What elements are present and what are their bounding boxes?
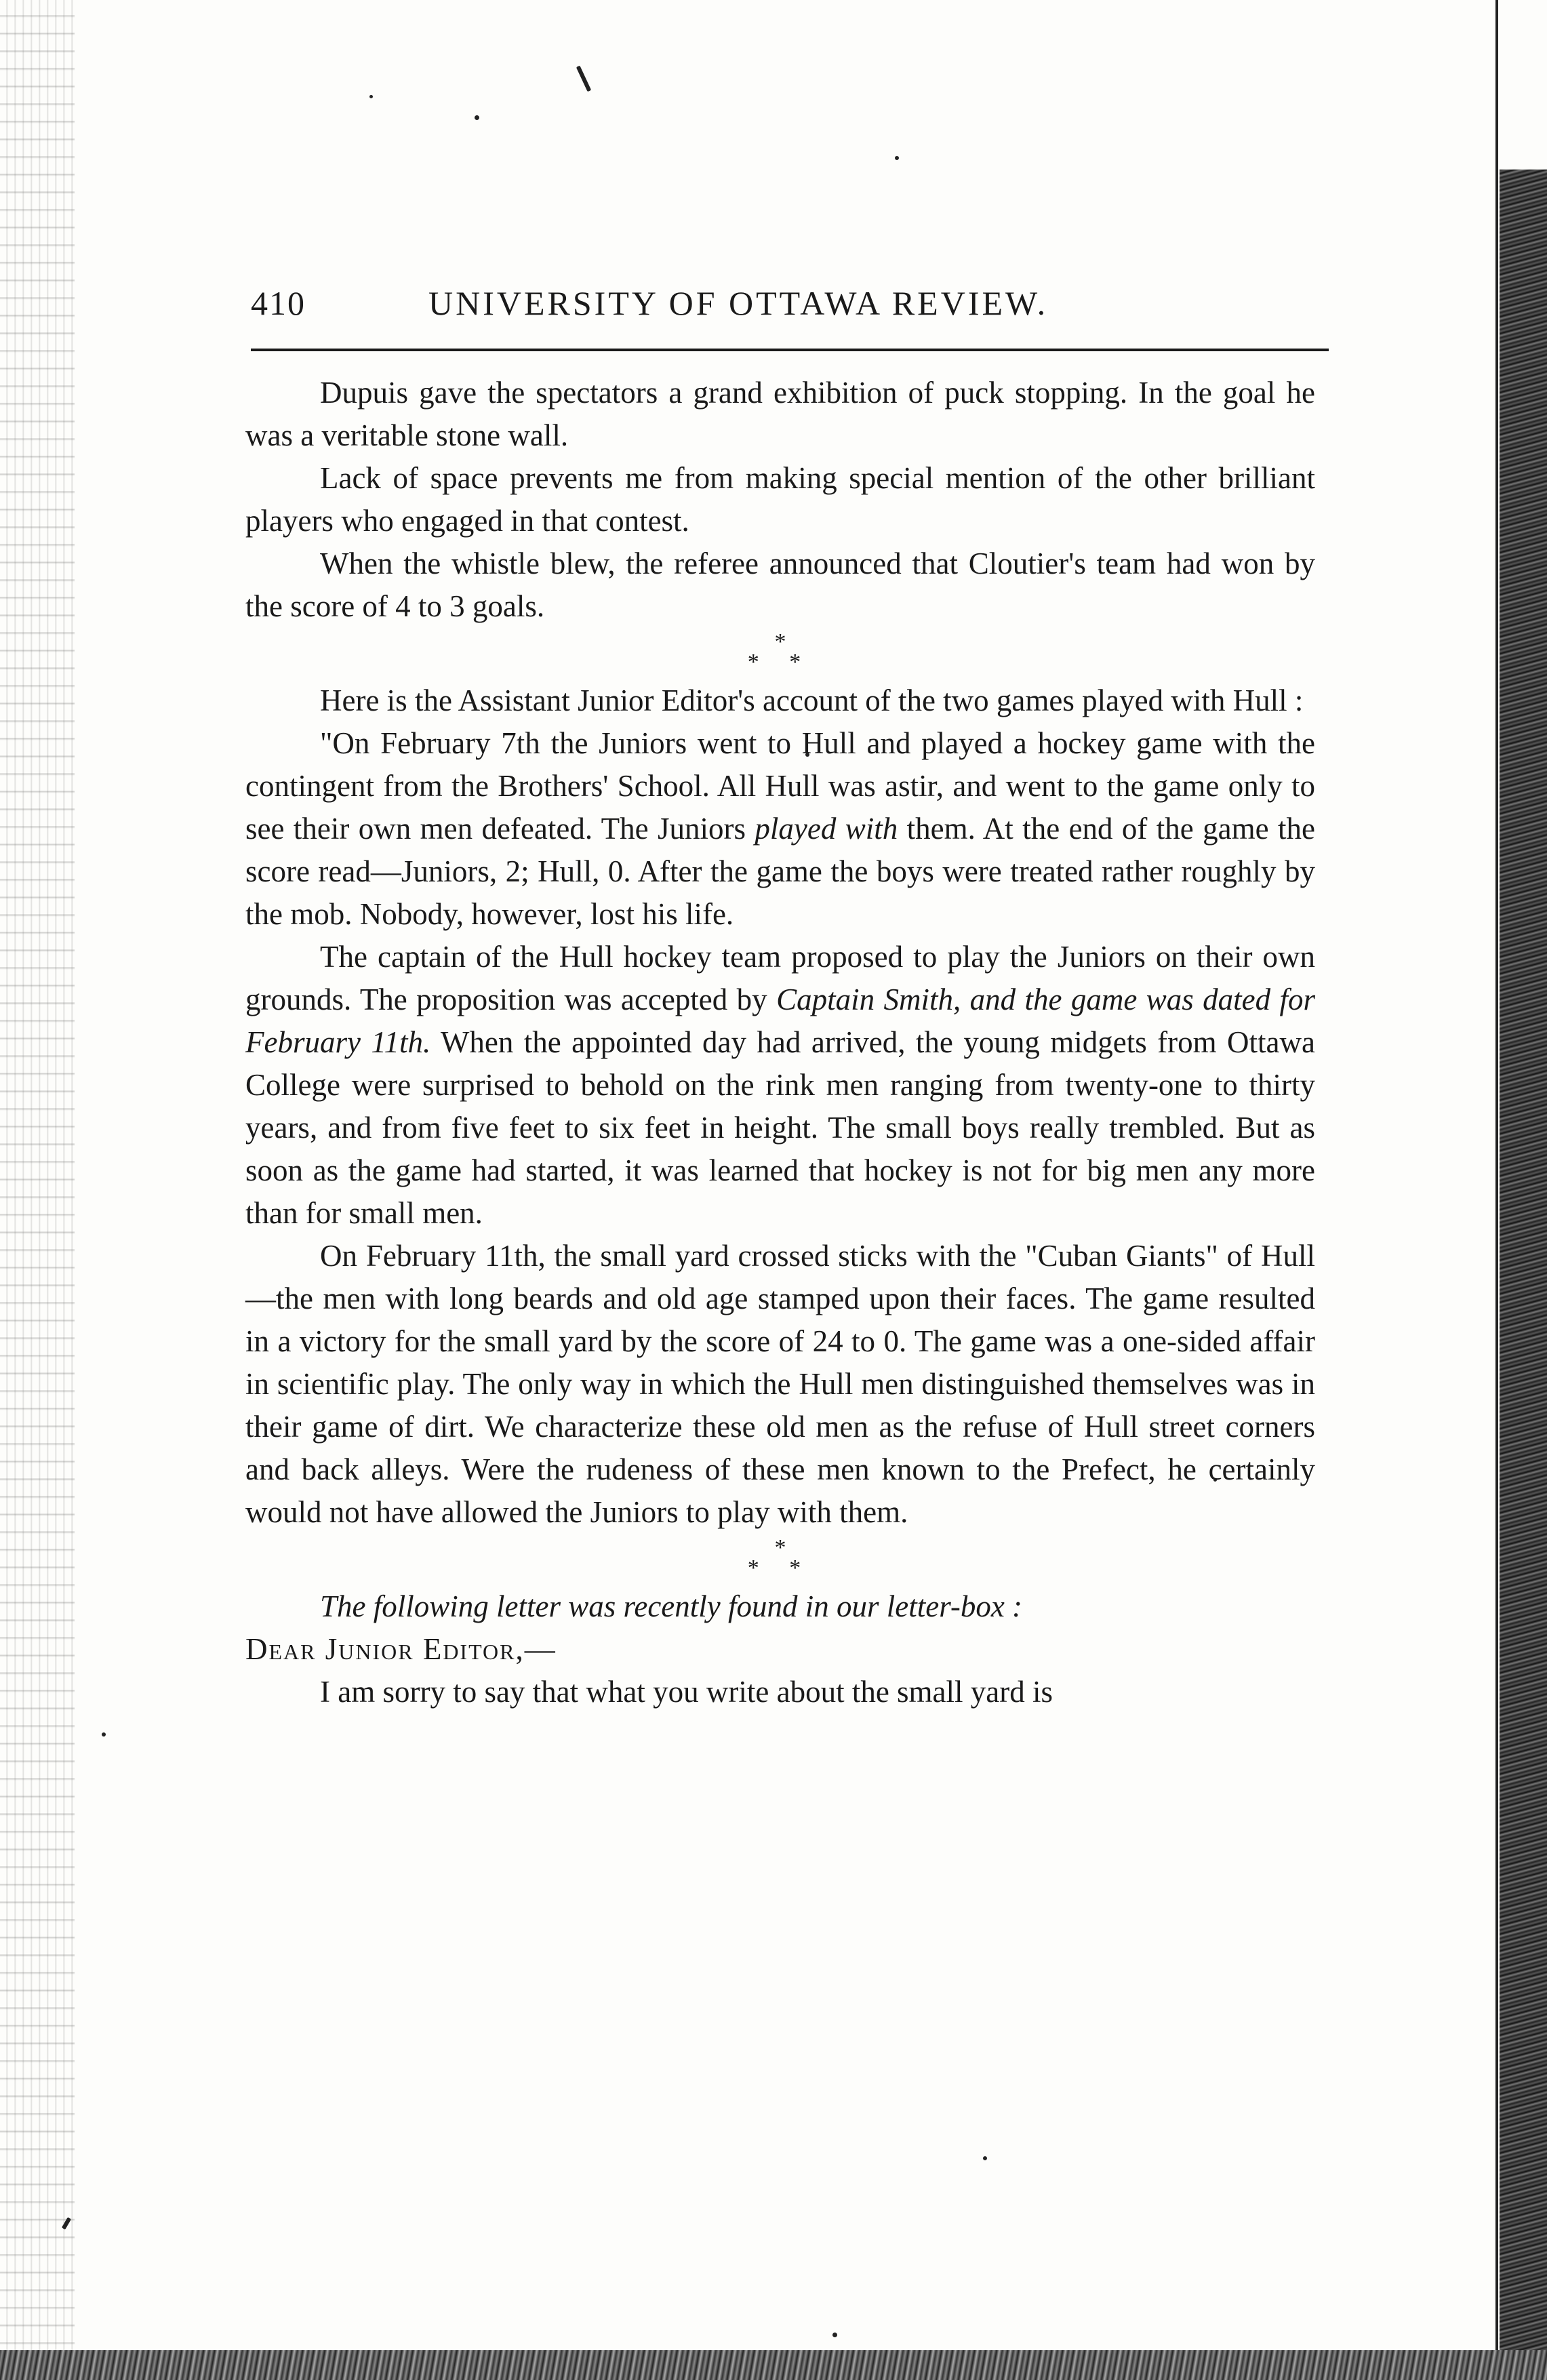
italic-run: played with <box>755 812 898 846</box>
paragraph-letter-start: I am sorry to say that what you write about the small yard is <box>320 1675 1053 1709</box>
letter-salutation: Dear Junior Editor,— <box>245 1632 557 1666</box>
page-number: 410 <box>251 284 306 322</box>
asterism-bottom: * * <box>747 1555 813 1581</box>
text-run: "On February 7th the Juniors went to Hull and played a hockey game with the contingent from the Brothers' School. All Hull was astir, and went to the game only to see their own men defeated. The Juniors <box>245 726 1315 846</box>
paragraph-lack-of-space: Lack of space prevents me from making special mention of the other brilliant players who engaged in that contest. <box>245 461 1315 538</box>
scanned-bottom-edge <box>0 2350 1547 2380</box>
page-header <box>251 283 1329 338</box>
paragraph-intro-account: Here is the Assistant Junior Editor's account of the two games played with Hull : <box>320 683 1304 717</box>
scanned-right-edge <box>1500 170 1547 2380</box>
running-head: UNIVERSITY OF OTTAWA REVIEW. <box>428 284 1049 322</box>
paragraph-february-11th: On February 11th, the small yard crossed sticks with the "Cuban Giants" of Hull—the men with long beards and old age stamped upon their faces. The game resulted in a victory for the small yard by the score of 24 to 0. The game was a one-sided affair in scientific play. The only way in which the Hull men distinguished themselves was in their game of dirt. We characterize these old men as the refuse of Hull street corners and back alleys. Were the rudeness of these men known to the Prefect, he certainly would not have allowed the Juniors to play with them. <box>245 1239 1315 1529</box>
italic-run: The following letter was recently found in our letter-box : <box>320 1589 1023 1623</box>
paragraph-letter-intro <box>245 1585 1315 1628</box>
paragraph-hull-captain <box>245 936 1315 1235</box>
text-run: When the appointed day had arrived, the young midgets from Ottawa College were surprised to behold on the rink men ranging from twenty-one to thirty years, and from five feet to six feet in height. The small boys really trembled. But as soon as the game had started, it was learned that hockey is not for big men any more than for small men. <box>245 1025 1315 1230</box>
article-body <box>245 372 1315 1713</box>
text-run: them. At the end of the game the score read—Juniors, 2; Hull, 0. After the game the boys were treated rather roughly by the mob. Nobody, however, lost his life. <box>245 812 1315 931</box>
paragraph-dupuis: Dupuis gave the spectators a grand exhibition of puck stopping. In the goal he was a veritable stone wall. <box>245 376 1315 452</box>
asterism-bottom: * * <box>747 650 813 675</box>
text-run: The captain of the Hull hockey team proposed to play the Juniors on their own grounds. The proposition was accepted by <box>245 940 1315 1016</box>
page-edge-line <box>1495 0 1498 2380</box>
binding-edge <box>0 0 75 2380</box>
paragraph-february-7th <box>245 722 1315 936</box>
header-rule <box>251 349 1329 351</box>
section-divider-asterism <box>245 628 1315 679</box>
paragraph-whistle: When the whistle blew, the referee announced that Cloutier's team had won by the score of 4 to 3 goals. <box>245 547 1315 623</box>
asterism-top: * <box>774 629 786 654</box>
italic-run: Captain Smith, and the game was dated for February 11th. <box>245 983 1315 1059</box>
asterism-top: * <box>774 1535 786 1560</box>
section-divider-asterism <box>245 1534 1315 1585</box>
